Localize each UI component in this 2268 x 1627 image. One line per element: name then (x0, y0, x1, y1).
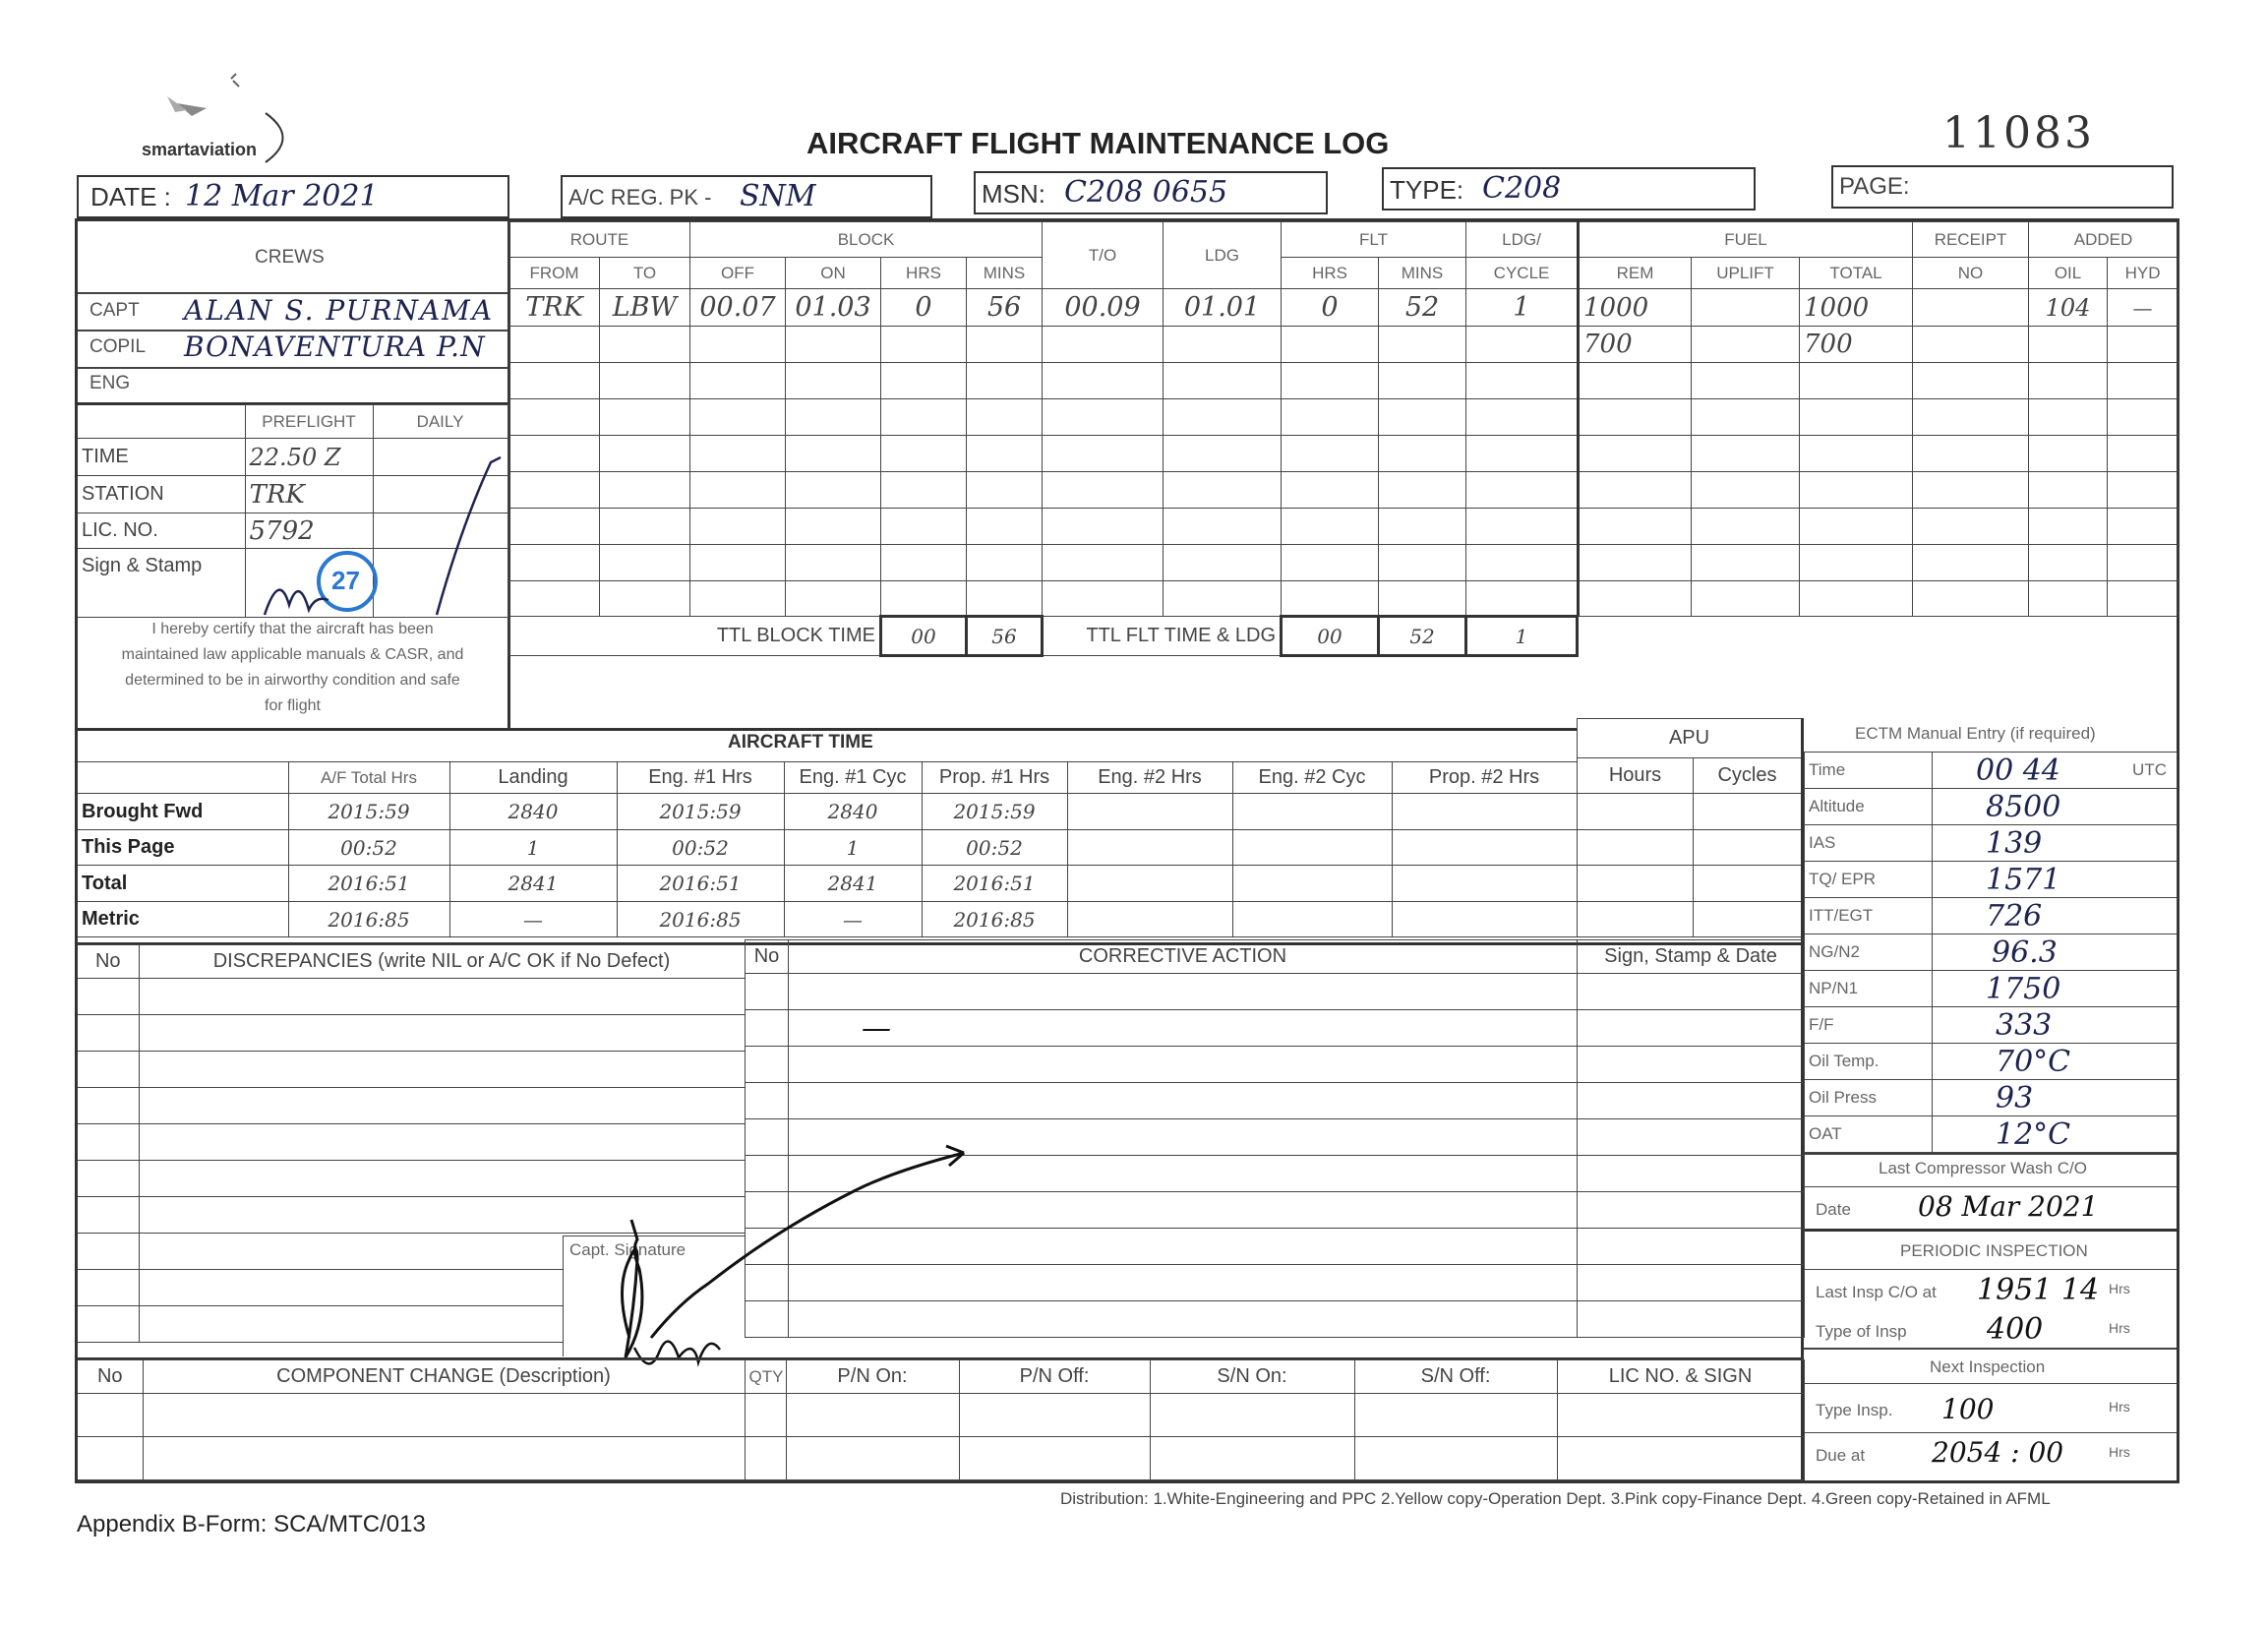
date-label: DATE : (90, 182, 171, 211)
corrective-title: CORRECTIVE ACTION (789, 940, 1578, 974)
serial-number: 11083 (1942, 108, 2095, 158)
apu-cycles: Cycles (1694, 758, 1802, 794)
row1-on[interactable]: 01.03 (786, 289, 881, 327)
cert-line-3: determined to be in airworthy condition and safe (125, 672, 460, 689)
capt-label: CAPT (90, 300, 140, 321)
ectm-title: ECTM Manual Entry (if required) (1855, 724, 2096, 743)
to-route-header: TO (600, 258, 690, 289)
uplift-header: UPLIFT (1692, 258, 1800, 289)
discrepancy-no-header: No (78, 945, 139, 979)
table-row (78, 902, 1577, 937)
next-type-label: Type Insp. (1816, 1401, 1893, 1419)
row1-from[interactable]: TRK (509, 289, 600, 327)
table-row (78, 866, 1577, 902)
oil-added-1[interactable]: 104 (2029, 289, 2108, 327)
time-value[interactable]: 22.50 Z (245, 439, 373, 476)
brought-fwd-af[interactable]: 2015:59 (288, 794, 449, 830)
component-title: COMPONENT CHANGE (Description) (143, 1360, 745, 1394)
ectm-table (1804, 752, 2178, 1153)
sign-label: Sign & Stamp (78, 549, 245, 618)
row1-flt-mins[interactable]: 52 (1379, 289, 1466, 327)
last-insp-label: Last Insp C/O at (1816, 1283, 1937, 1301)
row1-cycle[interactable]: 1 (1466, 289, 1578, 327)
receipt-no-1[interactable] (1913, 289, 2029, 327)
wash-title: Last Compressor Wash C/O (1879, 1159, 2087, 1177)
type-field[interactable] (1382, 167, 1756, 211)
page-field[interactable] (1831, 165, 2174, 209)
table-row (78, 830, 1577, 866)
metric-landing[interactable]: — (449, 902, 617, 937)
msn-value: C208 0655 (1064, 175, 1228, 210)
prop1-hrs-header: Prop. #1 Hrs (922, 762, 1067, 794)
type-label: TYPE: (1390, 175, 1464, 205)
aircraft-time-title: AIRCRAFT TIME (728, 732, 873, 753)
table-row (78, 794, 1577, 830)
station-label: STATION (78, 476, 245, 513)
hrs-header: HRS (881, 258, 967, 289)
ldg-header: LDG (1164, 222, 1282, 289)
capt-signature-label: Capt. Signature (569, 1240, 686, 1259)
copil-value[interactable]: BONAVENTURA P.N (184, 331, 486, 363)
this-page-landing[interactable]: 1 (449, 830, 617, 866)
metric-af[interactable]: 2016:85 (288, 902, 449, 937)
fuel-header: FUEL (1579, 222, 1913, 258)
this-page-af[interactable]: 00:52 (288, 830, 449, 866)
ectm-np-value[interactable]: 1750 (1986, 971, 2061, 1006)
last-insp-value[interactable]: 1951 14 (1977, 1273, 2100, 1307)
ectm-ff-value[interactable]: 333 (1996, 1007, 2053, 1043)
daily-label: DAILY (373, 405, 507, 439)
total-eng1c[interactable]: 2841 (784, 866, 922, 902)
sn-off-header: S/N Off: (1354, 1360, 1557, 1394)
acreg-field[interactable] (561, 175, 932, 218)
this-page-label: This Page (78, 830, 288, 866)
brought-fwd-prop1[interactable]: 2015:59 (922, 794, 1067, 830)
to-header: T/O (1043, 222, 1164, 289)
eng2-hrs-header: Eng. #2 Hrs (1067, 762, 1232, 794)
this-page-prop1[interactable]: 00:52 (922, 830, 1067, 866)
discrepancy-title: DISCREPANCIES (write NIL or A/C OK if No Defect) (139, 945, 745, 979)
periodic-title: PERIODIC INSPECTION (1900, 1241, 2088, 1260)
lic-value[interactable]: 5792 (245, 513, 373, 549)
added-header: ADDED (2029, 222, 2178, 258)
ectm-ng-label: NG/N2 (1805, 934, 1933, 971)
ectm-oil-temp-label: Oil Temp. (1805, 1044, 1933, 1080)
distribution-note: Distribution: 1.White-Engineering and PPC 2.Yellow copy-Operation Dept. 3.Pink copy-Finance Dept. 4.Green copy-Retained in AFML (1060, 1489, 2051, 1508)
sn-on-header: S/N On: (1150, 1360, 1354, 1394)
apu-title: APU (1578, 719, 1802, 758)
row1-flt-hrs[interactable]: 0 (1282, 289, 1379, 327)
ectm-np-label: NP/N1 (1805, 971, 1933, 1007)
ttl-ldg[interactable]: 1 (1466, 617, 1578, 656)
component-no-header: No (78, 1360, 143, 1394)
eng1-cyc-header: Eng. #1 Cyc (784, 762, 922, 794)
row1-mins[interactable]: 56 (967, 289, 1043, 327)
daily-strike-mark (422, 448, 510, 625)
flt-header: FLT (1282, 222, 1466, 258)
due-hrs: Hrs (2109, 1444, 2130, 1460)
ttl-flt-hrs[interactable]: 00 (1282, 617, 1379, 656)
flt-hrs-header: HRS (1282, 258, 1379, 289)
ectm-tq-value[interactable]: 1571 (1986, 862, 2061, 897)
ttl-block-hrs[interactable]: 00 (881, 617, 967, 656)
sign-stamp-title: Sign, Stamp & Date (1578, 940, 1805, 974)
apu-hours: Hours (1578, 758, 1694, 794)
table-row (509, 289, 1578, 327)
rem-header: REM (1579, 258, 1692, 289)
oil-header: OIL (2029, 258, 2108, 289)
aircraft-time-table (78, 761, 1578, 937)
pn-off-header: P/N Off: (959, 1360, 1150, 1394)
ttl-block-label: TTL BLOCK TIME (509, 617, 881, 656)
cert-line-1: I hereby certify that the aircraft has been (151, 621, 434, 637)
ldg-cycle-header-1: LDG/ (1466, 222, 1578, 258)
fuel-rem-2[interactable]: 700 (1579, 327, 1692, 363)
logo-text: smartaviation (142, 140, 258, 159)
table-row (1579, 289, 2178, 327)
wash-date-label: Date (1816, 1200, 1851, 1219)
wash-date-value[interactable]: 08 Mar 2021 (1918, 1190, 2099, 1223)
ectm-ff-label: F/F (1805, 1007, 1933, 1044)
block-header: BLOCK (690, 222, 1043, 258)
ectm-tq-label: TQ/ EPR (1805, 862, 1933, 898)
ectm-altitude-label: Altitude (1805, 789, 1933, 825)
form-number: Appendix B-Form: SCA/MTC/013 (77, 1511, 426, 1537)
eng1-hrs-header: Eng. #1 Hrs (617, 762, 784, 794)
corrective-mark[interactable]: — (862, 1010, 891, 1046)
ttl-block-mins[interactable]: 56 (967, 617, 1043, 656)
ectm-oil-press-value[interactable]: 93 (1996, 1080, 2034, 1115)
msn-label: MSN: (982, 179, 1045, 209)
metric-prop1[interactable]: 2016:85 (922, 902, 1067, 937)
sign-stamp-table (1577, 939, 1805, 1338)
type-insp-value[interactable]: 400 (1987, 1312, 2044, 1347)
ectm-altitude-value[interactable]: 8500 (1986, 789, 2061, 824)
row1-to[interactable]: LBW (600, 289, 690, 327)
metric-eng1c[interactable]: — (784, 902, 922, 937)
corrective-no-header: No (746, 940, 789, 974)
pn-on-header: P/N On: (786, 1360, 959, 1394)
total-landing[interactable]: 2841 (449, 866, 617, 902)
ectm-ng-value[interactable]: 96.3 (1992, 934, 2058, 970)
this-page-eng1h[interactable]: 00:52 (617, 830, 784, 866)
receipt-header: RECEIPT (1913, 222, 2029, 258)
type-insp-label: Type of Insp (1816, 1322, 1907, 1341)
next-type-hrs: Hrs (2109, 1399, 2130, 1415)
hyd-added-1[interactable]: — (2108, 289, 2178, 327)
station-value[interactable]: TRK (245, 476, 373, 513)
mins-header: MINS (967, 258, 1043, 289)
hyd-header: HYD (2108, 258, 2178, 289)
due-label: Due at (1816, 1446, 1866, 1465)
aircraft-time-divider (78, 728, 1577, 731)
brought-fwd-label: Brought Fwd (78, 794, 288, 830)
row1-hrs[interactable]: 0 (881, 289, 967, 327)
fuel-uplift-1[interactable] (1692, 289, 1800, 327)
preflight-label: PREFLIGHT (245, 405, 373, 439)
due-value[interactable]: 2054 : 00 (1932, 1436, 2064, 1469)
msn-field[interactable] (974, 171, 1328, 214)
qty-header: QTY (745, 1360, 786, 1394)
cert-line-2: maintained law applicable manuals & CASR, and (121, 646, 464, 663)
landing-header: Landing (449, 762, 617, 794)
brought-fwd-landing[interactable]: 2840 (449, 794, 617, 830)
off-header: OFF (690, 258, 786, 289)
date-field[interactable] (77, 175, 509, 218)
acreg-value: SNM (740, 179, 816, 213)
ectm-ias-label: IAS (1805, 825, 1933, 862)
component-table (78, 1359, 1805, 1480)
ttl-flt-mins[interactable]: 52 (1379, 617, 1466, 656)
ectm-itt-label: ITT/EGT (1805, 898, 1933, 934)
lic-label: LIC. NO. (78, 513, 245, 549)
flt-mins-header: MINS (1379, 258, 1466, 289)
total-label: Total (78, 866, 288, 902)
ttl-flt-label: TTL FLT TIME & LDG (1043, 617, 1282, 656)
type-insp-hrs: Hrs (2109, 1320, 2130, 1336)
metric-label: Metric (78, 902, 288, 937)
date-value: 12 Mar 2021 (185, 179, 379, 213)
eng2-cyc-header: Eng. #2 Cyc (1232, 762, 1392, 794)
capt-value[interactable]: ALAN S. PURNAMA (184, 294, 495, 327)
table-row (1579, 327, 2178, 363)
metric-eng1h[interactable]: 2016:85 (617, 902, 784, 937)
ectm-utc: UTC (2132, 760, 2167, 779)
ectm-ias-value[interactable]: 139 (1986, 825, 2043, 861)
next-type-value[interactable]: 100 (1941, 1393, 1995, 1425)
route-header: ROUTE (509, 222, 690, 258)
company-logo (138, 69, 315, 167)
copil-label: COPIL (90, 336, 147, 357)
inspector-signature (255, 566, 353, 625)
on-header: ON (786, 258, 881, 289)
row1-landing[interactable]: 01.01 (1164, 289, 1282, 327)
ectm-time-label: Time (1805, 753, 1933, 789)
ectm-oil-temp-value[interactable]: 70°C (1996, 1044, 2071, 1079)
next-title: Next Inspection (1930, 1357, 2046, 1376)
from-header: FROM (509, 258, 600, 289)
apu-table (1577, 718, 1802, 937)
brought-fwd-eng1c[interactable]: 2840 (784, 794, 922, 830)
last-insp-hrs: Hrs (2109, 1281, 2130, 1296)
row1-off[interactable]: 00.07 (690, 289, 786, 327)
compressor-wash-section (1804, 1153, 2177, 1232)
page-title: AIRCRAFT FLIGHT MAINTENANCE LOG (806, 126, 1390, 160)
ldg-cycle-header-2: CYCLE (1466, 258, 1578, 289)
crews-section (78, 221, 510, 729)
this-page-eng1c[interactable]: 1 (784, 830, 922, 866)
ectm-oil-press-label: Oil Press (1805, 1080, 1933, 1116)
ectm-oat-label: OAT (1805, 1116, 1933, 1153)
fuel-table (1577, 221, 2178, 617)
total-prop1[interactable]: 2016:51 (922, 866, 1067, 902)
fuel-rem-1[interactable]: 1000 (1579, 289, 1692, 327)
next-inspection-section (1804, 1350, 2177, 1483)
fuel-total-1[interactable]: 1000 (1800, 289, 1913, 327)
periodic-inspection-section (1804, 1232, 2177, 1350)
time-label: TIME (78, 439, 245, 476)
acreg-label: A/C REG. PK - (568, 185, 712, 210)
type-value: C208 (1482, 171, 1562, 206)
total-af[interactable]: 2016:51 (288, 866, 449, 902)
cert-line-4: for flight (265, 697, 321, 714)
row1-takeoff[interactable]: 00.09 (1043, 289, 1164, 327)
ectm-oat-value[interactable]: 12°C (1996, 1116, 2071, 1152)
ectm-time-value[interactable]: 00 44 (1976, 753, 2060, 788)
fuel-total-2[interactable]: 700 (1800, 327, 1913, 363)
ectm-itt-value[interactable]: 726 (1986, 898, 2043, 934)
receipt-no-header: NO (1913, 258, 2029, 289)
brought-fwd-eng1h[interactable]: 2015:59 (617, 794, 784, 830)
lic-sign-header: LIC NO. & SIGN (1557, 1360, 1804, 1394)
eng-label: ENG (90, 373, 131, 393)
prop2-hrs-header: Prop. #2 Hrs (1392, 762, 1577, 794)
crews-title: CREWS (255, 247, 325, 268)
total-eng1h[interactable]: 2016:51 (617, 866, 784, 902)
stamp-number: 27 (331, 566, 360, 595)
captain-signature (561, 1092, 974, 1367)
af-total-header: A/F Total Hrs (288, 762, 449, 794)
flight-table (508, 221, 1579, 657)
total-header: TOTAL (1800, 258, 1913, 289)
page-label: PAGE: (1839, 173, 1910, 200)
